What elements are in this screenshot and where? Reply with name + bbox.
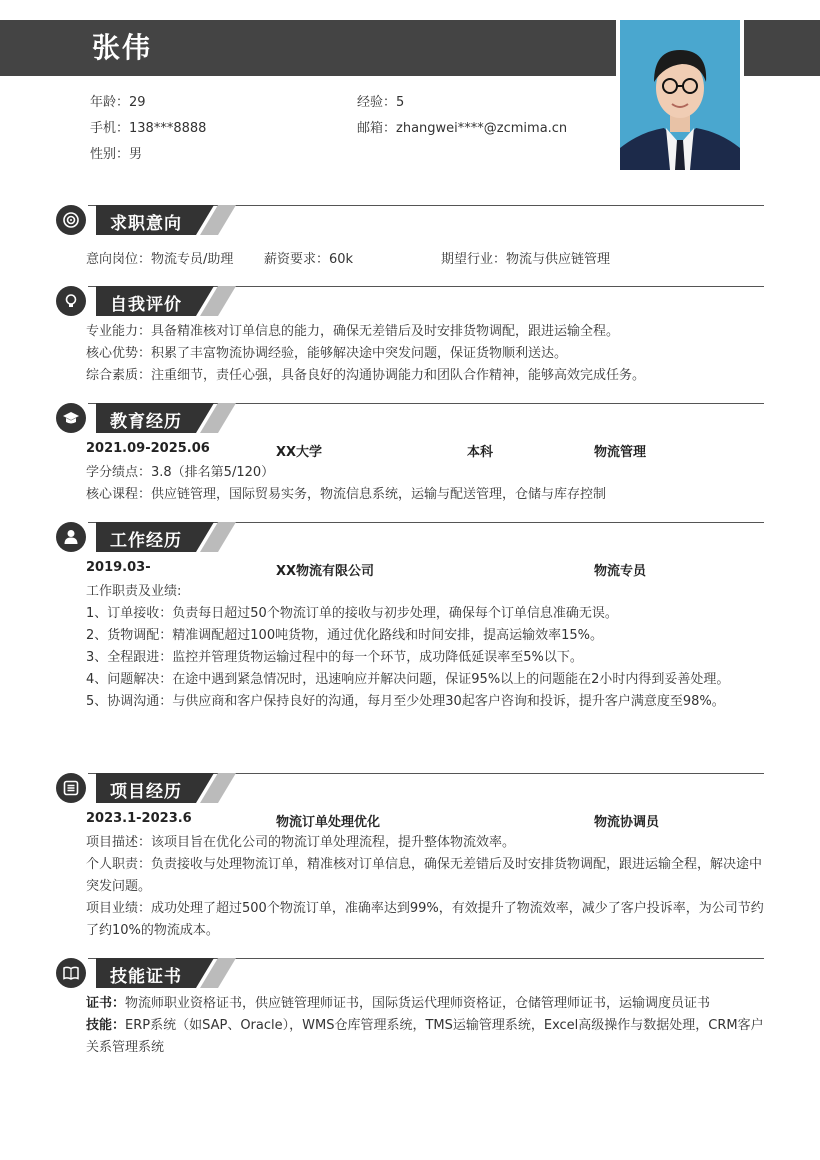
education-line: 学分绩点：3.8（排名第5/120）: [86, 465, 275, 480]
project-line: 项目业绩：成功处理了超过500个物流订单，准确率达到99%，有效提升了物流效率，减少了客户投诉率，为公司节约了约10%的物流成本。: [86, 901, 764, 938]
project-line: 项目描述：该项目旨在优化公司的物流订单处理流程，提升整体物流效率。: [86, 835, 516, 850]
phone-row: [90, 117, 206, 136]
cert-line: [86, 993, 766, 1015]
work-line: 5、协调沟通：与供应商和客户保持良好的沟通，每月至少处理30起客户咨询和投诉，提升客户满意度至98%。: [86, 694, 725, 709]
gender-row: [90, 143, 142, 162]
section-title: 自我评价: [110, 295, 182, 315]
graduation-cap-icon: [56, 403, 86, 433]
education-school: XX大学: [276, 445, 323, 460]
project-role: 物流协调员: [594, 815, 660, 830]
education-period: 2021.09-2025.06: [86, 441, 210, 456]
section-title: 求职意向: [110, 214, 182, 234]
gender-value: 男: [129, 147, 143, 162]
section-tab-self: [96, 286, 236, 316]
skill-value: ERP系统（如SAP、Oracle），WMS仓库管理系统，TMS运输管理系统，Excel高级操作与数据处理，CRM客户关系管理系统: [86, 1018, 764, 1055]
list-icon: [56, 773, 86, 803]
intent-salary: 薪资要求：60k: [264, 252, 354, 267]
self-line: 专业能力：具备精准核对订单信息的能力，确保无差错后及时安排货物调配，跟进运输全程。: [86, 324, 620, 339]
project-line: 个人职责：负责接收与处理物流订单，精准核对订单信息，确保无差错后及时安排货物调配，跟进运输全程，解决途中突发问题。: [86, 857, 763, 894]
profile-photo: [620, 20, 740, 170]
section-title: 项目经历: [110, 782, 182, 802]
education-details: [86, 462, 766, 506]
email-value: zhangwei****@zcmima.cn: [396, 121, 568, 136]
project-details: [86, 832, 766, 942]
self-line: 核心优势：积累了丰富物流协调经验，能够解决途中突发问题，保证货物顺利送达。: [86, 346, 568, 361]
book-icon: [56, 958, 86, 988]
education-degree: 本科: [467, 445, 494, 460]
section-title: 教育经历: [110, 412, 182, 432]
project-period: 2023.1-2023.6: [86, 811, 192, 826]
skill-label: 技能：: [86, 1018, 126, 1033]
email-label: 邮箱：: [357, 121, 397, 136]
work-role: 物流专员: [594, 564, 647, 579]
cert-label: 证书：: [86, 996, 126, 1011]
age-label: 年龄：: [90, 95, 130, 110]
lightbulb-icon: [56, 286, 86, 316]
self-evaluation: [86, 321, 766, 387]
experience-label: 经验：: [357, 95, 397, 110]
section-tab-skills: [96, 958, 236, 988]
experience-value: 5: [396, 95, 405, 110]
work-line: 工作职责及业绩:: [86, 584, 182, 599]
work-line: 4、问题解决：在途中遇到紧急情况时，迅速响应并解决问题，保证95%以上的问题能在2小时内得到妥善处理。: [86, 672, 730, 687]
intent-position: 意向岗位：物流专员/助理: [86, 252, 234, 267]
skills-details: [86, 993, 766, 1059]
cert-value: 物流师职业资格证书，供应链管理师证书，国际货运代理师资格证，仓储管理师证书，运输调度员证书: [125, 996, 711, 1011]
section-tab-work: [96, 522, 236, 552]
header-bar-right: [744, 20, 820, 76]
education-major: 物流管理: [594, 445, 647, 460]
work-line: 2、货物调配：精准调配超过100吨货物，通过优化路线和时间安排，提高运输效率15%。: [86, 628, 603, 643]
section-tab-intent: [96, 205, 236, 235]
gender-label: 性别：: [90, 147, 130, 162]
experience-row: [357, 91, 404, 110]
candidate-name: 张伟: [92, 31, 153, 64]
section-tab-education: [96, 403, 236, 433]
project-name: 物流订单处理优化: [276, 815, 381, 830]
age-value: 29: [129, 95, 146, 110]
work-line: 1、订单接收：负责每日超过50个物流订单的接收与初步处理，确保每个订单信息准确无误。: [86, 606, 618, 621]
work-period: 2019.03-: [86, 560, 151, 575]
phone-label: 手机：: [90, 121, 130, 136]
work-details: [86, 581, 766, 713]
self-line: 综合素质：注重细节，责任心强，具备良好的沟通协调能力和团队合作精神，能够高效完成任务。: [86, 368, 646, 383]
age-row: [90, 91, 146, 110]
phone-value: 138***8888: [129, 121, 207, 136]
target-icon: [56, 205, 86, 235]
section-tab-project: [96, 773, 236, 803]
email-row: [357, 117, 567, 136]
section-title: 工作经历: [110, 531, 182, 551]
section-title: 技能证书: [110, 967, 182, 987]
work-line: 3、全程跟进：监控并管理货物运输过程中的每一个环节，成功降低延误率至5%以下。: [86, 650, 583, 665]
person-icon: [56, 522, 86, 552]
education-line: 核心课程：供应链管理，国际贸易实务，物流信息系统，运输与配送管理，仓储与库存控制: [86, 487, 607, 502]
intent-industry: 期望行业：物流与供应链管理: [441, 252, 611, 267]
skill-line: [86, 1015, 766, 1059]
work-company: XX物流有限公司: [276, 564, 375, 579]
